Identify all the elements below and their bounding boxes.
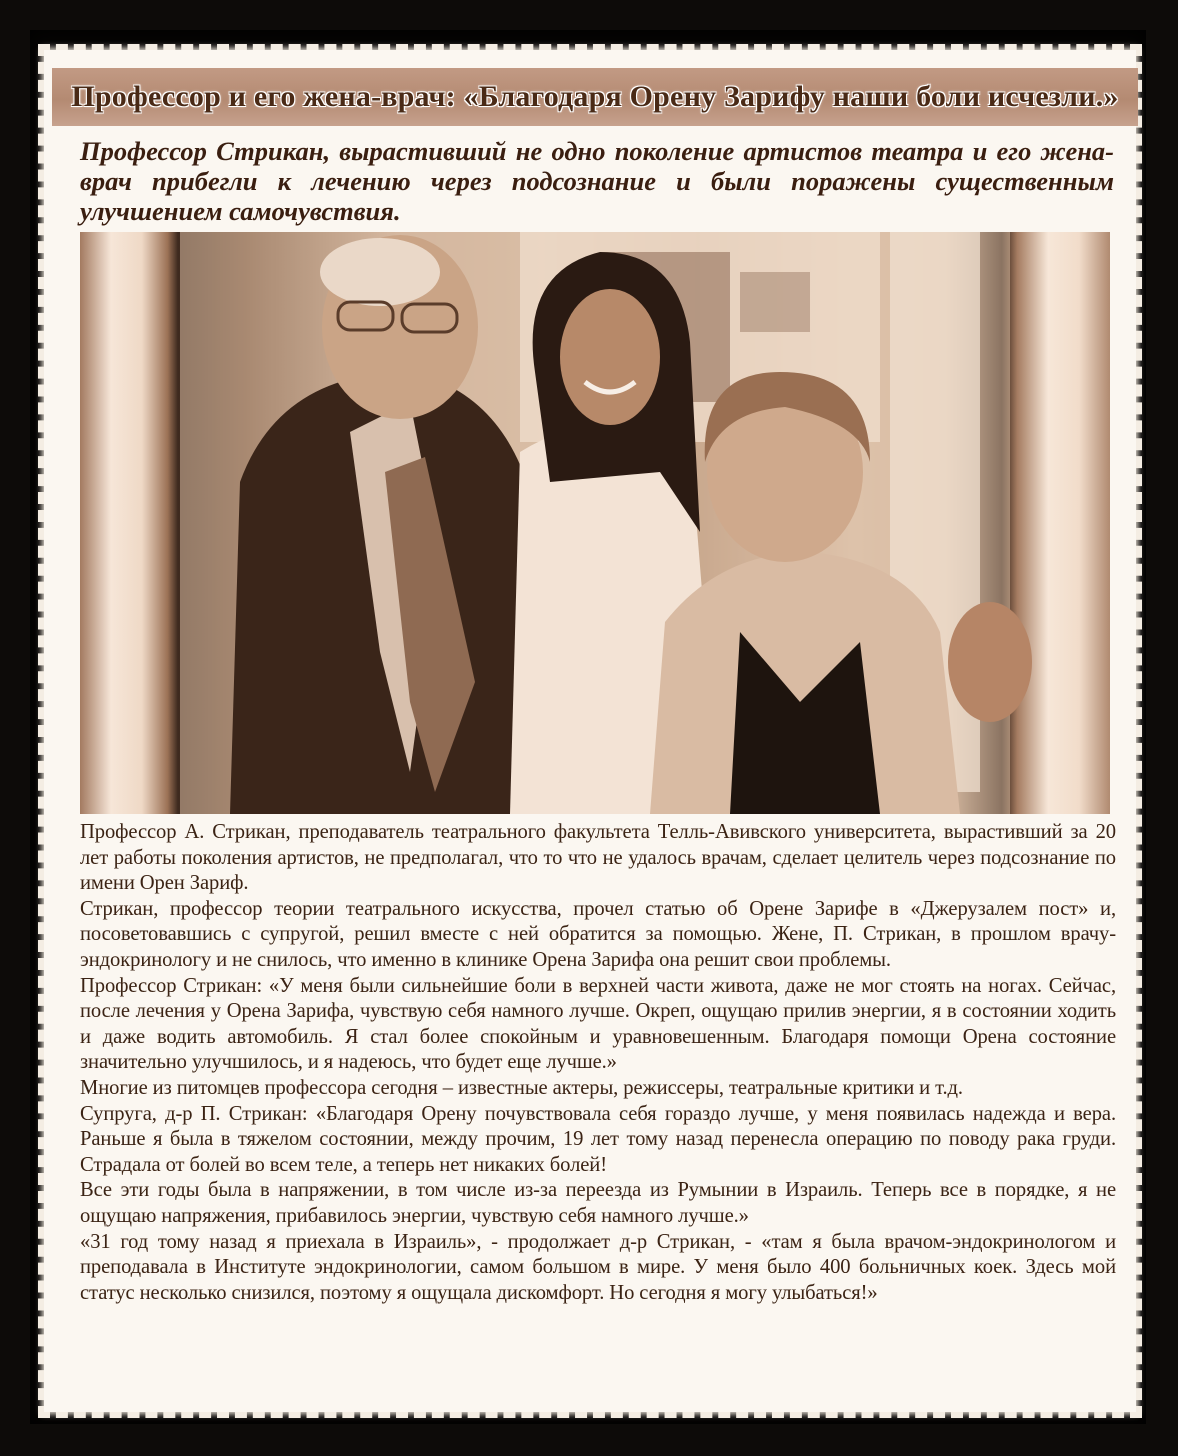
newspaper-clipping (44, 50, 1136, 1412)
article-photo (80, 232, 1110, 814)
paragraph-3: Профессор Стрикан: «У меня были сильнейшие боли в верхней части живота, даже не мог стоять на ногах. Сейчас, после лечения у Орена Зарифа, чувствую себя намного лучше. Окреп, ощущаю прилив энергии, я в состоянии ходить и даже водить автомобиль. Я стал более спокойным и уравновешенным. Благодаря помощи Орена состояние значительно улучшилось, и я надеюсь, что будет еще лучше.» (80, 974, 1116, 1074)
paragraph-6: Все эти годы была в напряжении, в том числе из-за переезда из Румынии в Израиль. Теперь все в порядке, я не ощущаю напряжения, прибавилось энергии, чувствую себя намного лучше.» (80, 1179, 1116, 1227)
paragraph-2: Стрикан, профессор теории театрального искусства, прочел статью об Орене Зарифе в «Джерузалем пост» и, посоветовавшись с супругой, решил вместе с ней обратится за помощью. Жене, П. Стрикан, в прошлом врачу-эндокринологу и не снилось, что именно в клинике Орена Зарифа она решит свои проблемы. (80, 897, 1116, 971)
paragraph-4: Многие из питомцев профессора сегодня – известные актеры, режиссеры, театральные критики и т.д. (80, 1076, 963, 1099)
paragraph-7: «31 год тому назад я приехала в Израиль», - продолжает д-р Стрикан, - «там я была врачом-эндокринологом и преподавала в Институте эндокринологии, самом большом в мире. У меня было 400 больничных коек. Здесь мой статус несколько снизился, поэтому я ощущала дискомфорт. Но сегодня я могу улыбаться!» (80, 1230, 1116, 1304)
article-body (80, 820, 1116, 1306)
article-lead: Профессор Стрикан, вырастивший не одно поколение артистов театра и его жена-врач прибегли к лечению через подсознание и были поражены существенным улучшением самочувствия. (80, 136, 1114, 226)
headline-bar (52, 68, 1138, 126)
photo-three-people-icon (80, 232, 1110, 814)
paragraph-1: Профессор А. Стрикан, преподаватель театрального факультета Телль-Авивского университета, вырастивший за 20 лет работы поколения артистов, не предполагал, что то что не удалось врачам, сделает целитель через подсознание по имени Орен Зариф. (80, 821, 1116, 895)
paragraph-5: Супруга, д-р П. Стрикан: «Благодаря Орену почувствовала себя гораздо лучше, у меня появилась надежда и вера. Раньше я была в тяжелом состоянии, между прочим, 19 лет тому назад перенесла операцию по поводу рака груди. Страдала от болей во всем теле, а теперь нет никаких болей! (80, 1102, 1116, 1176)
article-headline: Профессор и его жена-врач: «Благодаря Орену Зарифу наши боли исчезли.» (71, 80, 1119, 113)
